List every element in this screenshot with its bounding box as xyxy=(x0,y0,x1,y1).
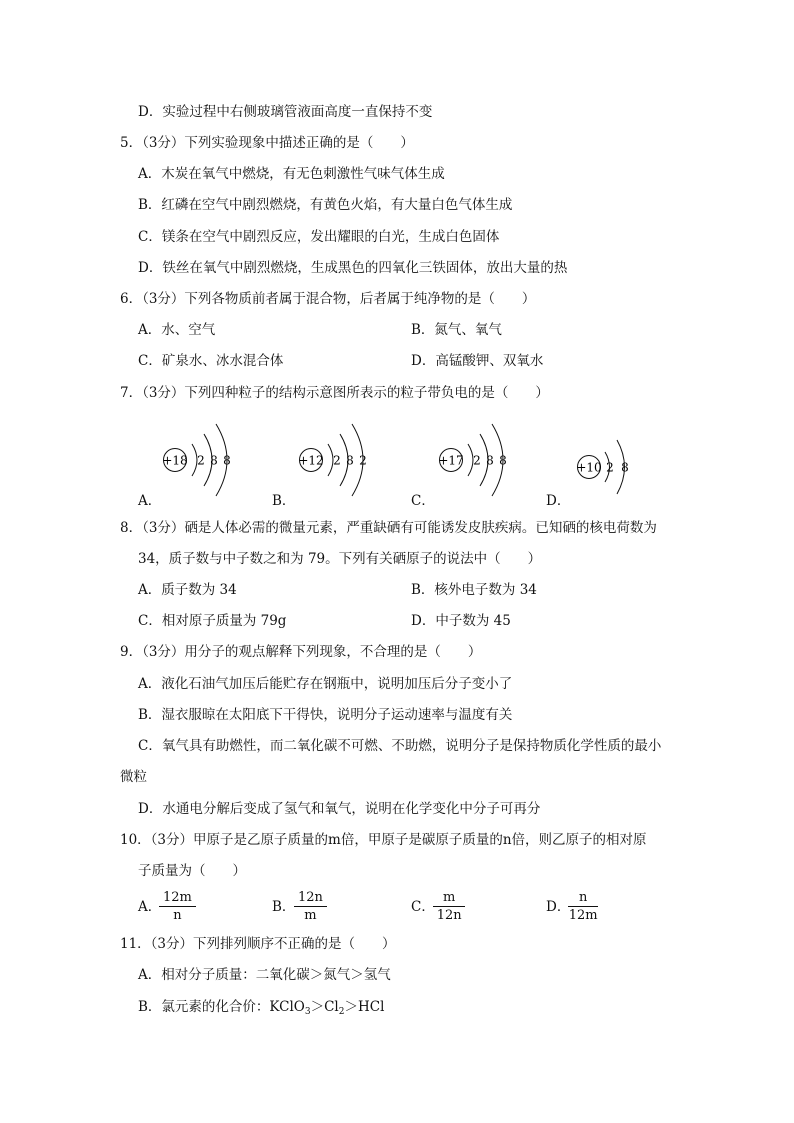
shell-electrons: 2 xyxy=(606,460,614,475)
q9-option-c-line1: C．氧气具有助燃性，而二氧化碳不可燃、不助燃，说明分子是保持物质化学性质的最小 xyxy=(138,738,662,754)
q6-stem: 6．（3分）下列各物质前者属于混合物，后者属于纯净物的是（ ） xyxy=(120,291,536,307)
q8-option-b: B．核外电子数为 34 xyxy=(411,582,537,598)
q8-option-c: C．相对原子质量为 79g xyxy=(138,613,287,629)
q5-stem: 5．（3分）下列实验现象中描述正确的是（ ） xyxy=(120,135,414,151)
q8-option-a: A．质子数为 34 xyxy=(138,582,237,598)
q11-option-b-prefix: B．氯元素的化合价：KClO xyxy=(138,999,305,1015)
shell-electrons: 8 xyxy=(346,453,354,468)
q9-stem: 9．（3分）用分子的观点解释下列现象，不合理的是（ ） xyxy=(120,644,482,660)
q10-stem-line1: 10．（3分）甲原子是乙原子质量的m倍，甲原子是碳原子质量的n倍，则乙原子的相对原 xyxy=(120,832,647,848)
shell-electrons: 8 xyxy=(486,453,494,468)
subscript: 3 xyxy=(304,1007,311,1017)
nucleus-charge: +18 xyxy=(162,453,188,468)
shell-electrons: 2 xyxy=(197,453,205,468)
fraction-denominator: 12m xyxy=(568,908,598,923)
q10-option-a-label: A． xyxy=(138,899,162,915)
atom-diagram-b xyxy=(294,412,374,508)
fraction-numerator: m xyxy=(433,890,465,907)
q6-option-b: B．氮气、氧气 xyxy=(411,322,502,338)
q10-option-c-label: C． xyxy=(411,899,435,915)
q9-option-c-line2: 微粒 xyxy=(120,769,147,785)
q10-option-d-fraction xyxy=(568,890,598,923)
q11-option-b-suffix: ＞HCl xyxy=(344,999,385,1015)
shell-electrons: 8 xyxy=(223,453,231,468)
shell-electrons: 2 xyxy=(473,453,481,468)
q7-option-a-label: A． xyxy=(138,493,162,509)
q8-stem-line2: 34，质子数与中子数之和为 79。下列有关硒原子的说法中（ ） xyxy=(138,551,542,567)
q7-stem: 7．（3分）下列四种粒子的结构示意图所表示的粒子带负电的是（ ） xyxy=(120,385,549,401)
subscript: 2 xyxy=(338,1007,345,1017)
q9-option-b: B．湿衣服晾在太阳底下干得快，说明分子运动速率与温度有关 xyxy=(138,707,513,723)
q5-option-d: D．铁丝在氧气中剧烈燃烧，生成黑色的四氧化三铁固体，放出大量的热 xyxy=(138,260,568,276)
q10-option-b-label: B． xyxy=(272,899,296,915)
q10-stem-line2: 子质量为（ ） xyxy=(138,863,246,879)
fraction-numerator: n xyxy=(568,890,598,907)
nucleus-charge: +10 xyxy=(576,460,602,475)
q5-option-b: B．红磷在空气中剧烈燃烧，有黄色火焰，有大量白色气体生成 xyxy=(138,197,513,213)
q7-option-c-label: C． xyxy=(411,493,435,509)
atom-diagram-a xyxy=(158,412,238,508)
q10-option-a-fraction xyxy=(159,890,196,923)
q5-option-c: C．镁条在空气中剧烈反应，发出耀眼的白光，生成白色固体 xyxy=(138,229,500,245)
atom-diagram-d xyxy=(572,425,638,505)
shell-electrons: 2 xyxy=(333,453,341,468)
fraction-numerator: 12m xyxy=(159,890,196,907)
q11-option-a: A．相对分子质量：二氧化碳＞氮气＞氢气 xyxy=(138,967,391,983)
q11-stem: 11．（3分）下列排列顺序不正确的是（ ） xyxy=(120,936,396,952)
atom-diagram-c xyxy=(434,412,514,508)
q10-option-c-fraction xyxy=(433,890,465,923)
q8-stem-line1: 8．（3分）硒是人体必需的微量元素，严重缺硒有可能诱发皮肤疾病。已知硒的核电荷数为 xyxy=(120,520,657,536)
fraction-denominator: m xyxy=(304,908,317,923)
q11-option-b xyxy=(138,998,384,1021)
q6-option-c: C．矿泉水、冰水混合体 xyxy=(138,353,284,369)
nucleus-charge: +17 xyxy=(438,453,464,468)
q10-option-b-fraction xyxy=(294,890,327,923)
q10-option-d-label: D． xyxy=(546,899,571,915)
fraction-denominator: n xyxy=(173,908,182,923)
q8-option-d: D．中子数为 45 xyxy=(411,613,511,629)
shell-electrons: 8 xyxy=(499,453,507,468)
nucleus-charge: +12 xyxy=(298,453,324,468)
fraction-denominator: 12n xyxy=(436,908,462,923)
q7-option-b-label: B． xyxy=(272,493,296,509)
q7-option-d-label: D． xyxy=(546,493,571,509)
q4-option-d: D．实验过程中右侧玻璃管液面高度一直保持不变 xyxy=(138,104,433,120)
fraction-numerator: 12n xyxy=(294,890,327,907)
q11-option-b-mid: ＞Cl xyxy=(310,999,339,1015)
q6-option-a: A．水、空气 xyxy=(138,322,216,338)
q6-option-d: D．高锰酸钾、双氧水 xyxy=(411,353,544,369)
shell-electrons: 8 xyxy=(210,453,218,468)
shell-electrons: 2 xyxy=(359,453,367,468)
shell-electrons: 8 xyxy=(621,460,629,475)
q9-option-a: A．液化石油气加压后能贮存在钢瓶中，说明加压后分子变小了 xyxy=(138,676,513,692)
q9-option-d: D．水通电分解后变成了氢气和氧气，说明在化学变化中分子可再分 xyxy=(138,801,541,817)
q5-option-a: A．木炭在氧气中燃烧，有无色刺激性气味气体生成 xyxy=(138,166,445,182)
